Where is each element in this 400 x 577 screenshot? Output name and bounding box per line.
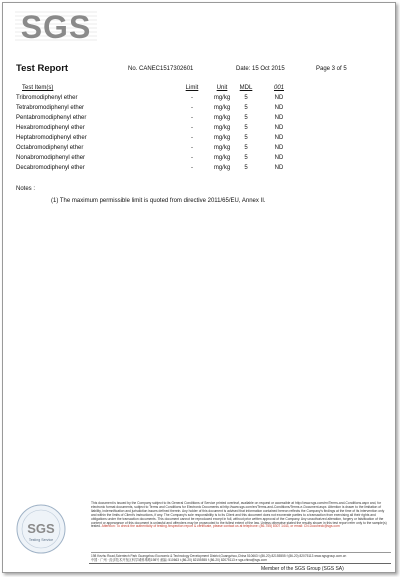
cell-test-item: Decabromodiphenyl ether — [16, 165, 85, 171]
header-mdl: MDL — [239, 85, 253, 91]
table-row — [16, 105, 396, 115]
table-row — [16, 145, 396, 155]
cell-result: ND — [274, 145, 284, 151]
svg-text:SGS: SGS — [20, 9, 92, 43]
table-row — [16, 115, 396, 125]
sgs-logo — [15, 9, 97, 43]
cell-limit: - — [191, 165, 193, 171]
cell-result: ND — [274, 115, 284, 121]
footer-address — [91, 552, 391, 563]
cell-mdl: 5 — [244, 155, 248, 161]
seal-logo-text: SGS — [27, 521, 55, 536]
report-number: No. CANEC1517302601 — [128, 66, 194, 72]
cell-result: ND — [274, 125, 284, 131]
cell-mdl: 5 — [244, 115, 248, 121]
cell-test-item: Tetrabromodiphenyl ether — [16, 105, 85, 111]
cell-limit: - — [191, 155, 193, 161]
table-row — [16, 125, 396, 135]
cell-unit: mg/kg — [213, 105, 231, 111]
address-chinese: 中国 · 广州 · 经济技术开发区科学城科珠路198号 邮编: 510663 t (86-20) 82155555 f (86-20) 82075113 e sgs.china@sgs.com — [91, 558, 267, 563]
seal-subtitle: Testing Service — [28, 538, 54, 542]
sgs-seal-icon — [15, 503, 67, 555]
table-row — [16, 165, 396, 175]
cell-mdl: 5 — [244, 145, 248, 151]
table-header — [16, 85, 396, 95]
notes-heading: Notes : — [16, 186, 36, 192]
cell-result: ND — [274, 105, 284, 111]
cell-limit: - — [191, 125, 193, 131]
cell-mdl: 5 — [244, 105, 248, 111]
cell-unit: mg/kg — [213, 135, 231, 141]
cell-result: ND — [274, 135, 284, 141]
cell-limit: - — [191, 95, 193, 101]
authenticity-attention: Attention: To check the authenticity of testing /inspection report & certificate, please contact us at telephone: (86-755) 8307 1443, or email: CN.Doccheck@sgs.com — [101, 524, 340, 529]
member-statement: Member of the SGS Group (SGS SA) — [261, 566, 344, 572]
cell-result: ND — [274, 155, 284, 161]
cell-unit: mg/kg — [213, 165, 231, 171]
header-limit: Limit — [185, 85, 199, 91]
cell-result: ND — [274, 95, 284, 101]
cell-limit: - — [191, 145, 193, 151]
address-english: 198 Kezhu Road,Scientech Park Guangzhou Economic & Technology Development District,Guangzhou,China 510663 t (86-20) 82155555 f (86-20) 82075113 www.sgsgroup.com.cn — [91, 554, 347, 558]
header-test-items: Test Item(s) — [22, 85, 54, 91]
cell-limit: - — [191, 105, 193, 111]
cell-unit: mg/kg — [213, 155, 231, 161]
cell-test-item: Tribromodiphenyl ether — [16, 95, 78, 101]
cell-unit: mg/kg — [213, 115, 231, 121]
cell-unit: mg/kg — [213, 95, 231, 101]
cell-test-item: Pentabromodiphenyl ether — [16, 115, 87, 121]
cell-mdl: 5 — [244, 95, 248, 101]
page-number: Page 3 of 5 — [316, 66, 347, 72]
header-unit: Unit — [216, 85, 228, 91]
table-row — [16, 155, 396, 165]
cell-test-item: Heptabromodiphenyl ether — [16, 135, 87, 141]
cell-limit: - — [191, 115, 193, 121]
report-date: Date: 15 Oct 2015 — [236, 66, 285, 72]
note-item: (1) The maximum permissible limit is quoted from directive 2011/65/EU, Annex II. — [51, 198, 266, 204]
header-sample-001: 001 — [273, 85, 284, 91]
table-row — [16, 135, 396, 145]
cell-mdl: 5 — [244, 125, 248, 131]
table-row — [16, 95, 396, 105]
footer-disclaimer — [91, 502, 387, 529]
cell-mdl: 5 — [244, 165, 248, 171]
report-page — [2, 2, 396, 573]
cell-result: ND — [274, 165, 284, 171]
cell-test-item: Octabromodiphenyl ether — [16, 145, 84, 151]
report-title: Test Report — [16, 63, 69, 74]
cell-unit: mg/kg — [213, 145, 231, 151]
cell-limit: - — [191, 135, 193, 141]
disclaimer-text: This document is issued by the Company subject to its General Conditions of Service printed overleaf, available on request or accessible at http://www.sgs.com/en/Terms-and-Conditions.aspx and, for electronic format documents, subject to Terms and Conditions for Electronic Documents at http://www.sgs.com/en/Terms-and-Conditions/Terms-e-Document.aspx. Attention is drawn to the limitation of liability, indemnification and jurisdiction issues defined therein. Any holder of this document is advised that information contained hereon reflects the Company's findings at the time of its intervention only and within the limits of Client's instructions, if any. The Company's sole responsibility is to its Client and this document does not exonerate parties to a transaction from exercising all their rights and obligations under the transaction documents. This document cannot be reproduced except in full, without prior written approval of the Company. Any unauthorized alteration, forgery or falsification of the content or appearance of this document is unlawful and offenders may be prosecuted to the fullest extent of the law. Unless otherwise stated the results shown in this test report refer only to the sample(s) tested. — [91, 501, 387, 529]
cell-test-item: Hexabromodiphenyl ether — [16, 125, 85, 131]
footer-divider — [89, 563, 391, 564]
cell-mdl: 5 — [244, 135, 248, 141]
cell-unit: mg/kg — [213, 125, 231, 131]
cell-test-item: Nonabromodiphenyl ether — [16, 155, 86, 161]
